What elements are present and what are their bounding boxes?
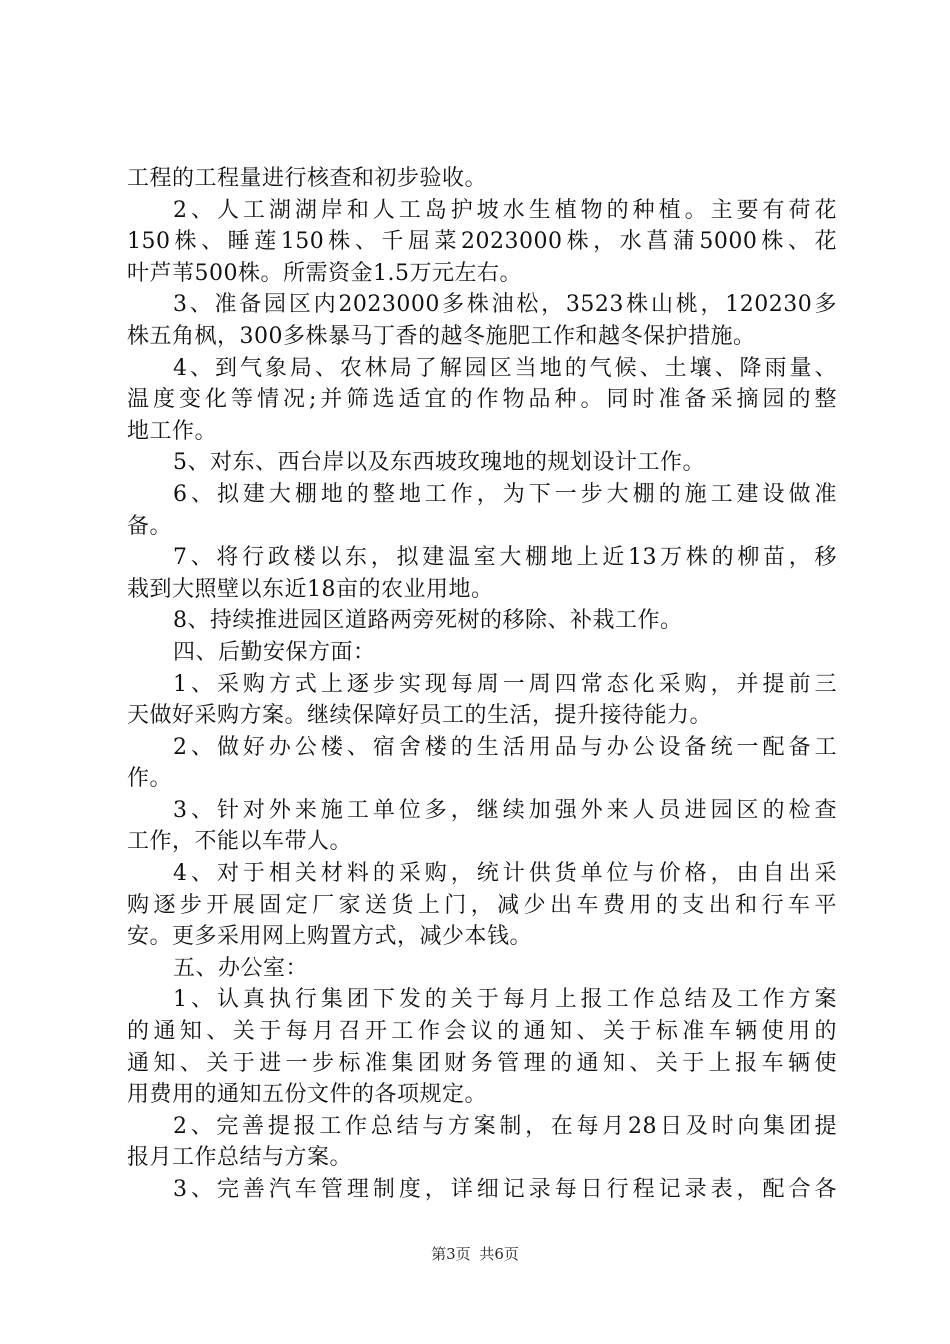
text-line: 3、准备园区内2023000多株油松，3523株山桃，120230多: [173, 292, 837, 318]
text-line: 报月工作总结与方案。: [127, 1145, 353, 1171]
text-line: 7、将行政楼以东，拟建温室大棚地上近13万株的柳苗，移: [173, 545, 837, 571]
text-line: 株五角枫，300多株暴马丁香的越冬施肥工作和越冬保护措施。: [127, 323, 756, 349]
document-body: [127, 163, 837, 1206]
text-line: 2、完善提报工作总结与方案制，在每月28日及时向集团提: [173, 1113, 837, 1139]
text-line: 的通知、关于每月召开工作会议的通知、关于标准车辆使用的: [127, 1019, 837, 1045]
text-line: 安。更多采用网上购置方式，减少本钱。: [127, 924, 533, 950]
page-total: 共6页: [479, 1245, 519, 1263]
text-line: 150株、睡莲150株、千屈菜2023000株，水菖蒲5000株、花: [127, 229, 837, 255]
text-line: 地工作。: [127, 418, 218, 444]
text-line: 购逐步开展固定厂家送货上门，减少出车费用的支出和行车平: [127, 892, 837, 918]
text-line: 3、针对外来施工单位多，继续加强外来人员进园区的检查: [173, 797, 837, 823]
page-number: 第3页: [431, 1245, 471, 1263]
text-line: 用费用的通知五份文件的各项规定。: [127, 1082, 488, 1108]
text-line: 工作，不能以车带人。: [127, 829, 353, 855]
text-line: 天做好采购方案。继续保障好员工的生活，提升接待能力。: [127, 703, 713, 729]
text-line: 5、对东、西台岸以及东西坡玫瑰地的规划设计工作。: [173, 450, 705, 476]
text-line: 四、后勤安保方面：: [173, 639, 376, 665]
text-line: 4、对于相关材料的采购，统计供货单位与价格，由自出采: [173, 861, 837, 887]
text-line: 工程的工程量进行核查和初步验收。: [127, 166, 488, 191]
text-line: 作。: [127, 766, 173, 792]
text-line: 2、做好办公楼、宿舍楼的生活用品与办公设备统一配备工: [173, 734, 837, 760]
text-line: 6、拟建大棚地的整地工作，为下一步大棚的施工建设做准: [173, 481, 837, 507]
text-line: 五、办公室：: [173, 955, 309, 981]
text-line: 叶芦苇500株。所需资金1.5万元左右。: [127, 260, 522, 286]
text-line: 4、到气象局、农林局了解园区当地的气候、土壤、降雨量、: [173, 355, 837, 381]
text-line: 1、采购方式上逐步实现每周一周四常态化采购，并提前三: [173, 671, 837, 697]
text-line: 栽到大照壁以东近18亩的农业用地。: [127, 576, 494, 602]
text-line: 温度变化等情况;并筛选适宜的作物品种。同时准备采摘园的整: [127, 387, 837, 413]
text-line: 3、完善汽车管理制度，详细记录每日行程记录表，配合各: [173, 1177, 837, 1202]
text-line: 2、人工湖湖岸和人工岛护坡水生植物的种植。主要有荷花: [173, 197, 837, 223]
page-footer: [0, 1244, 950, 1264]
text-line: 8、持续推进园区道路两旁死树的移除、补栽工作。: [173, 608, 683, 634]
text-line: 1、认真执行集团下发的关于每月上报工作总结及工作方案: [173, 987, 837, 1013]
text-line: 通知、关于进一步标准集团财务管理的通知、关于上报车辆使: [127, 1050, 837, 1076]
text-line: 备。: [127, 513, 173, 539]
